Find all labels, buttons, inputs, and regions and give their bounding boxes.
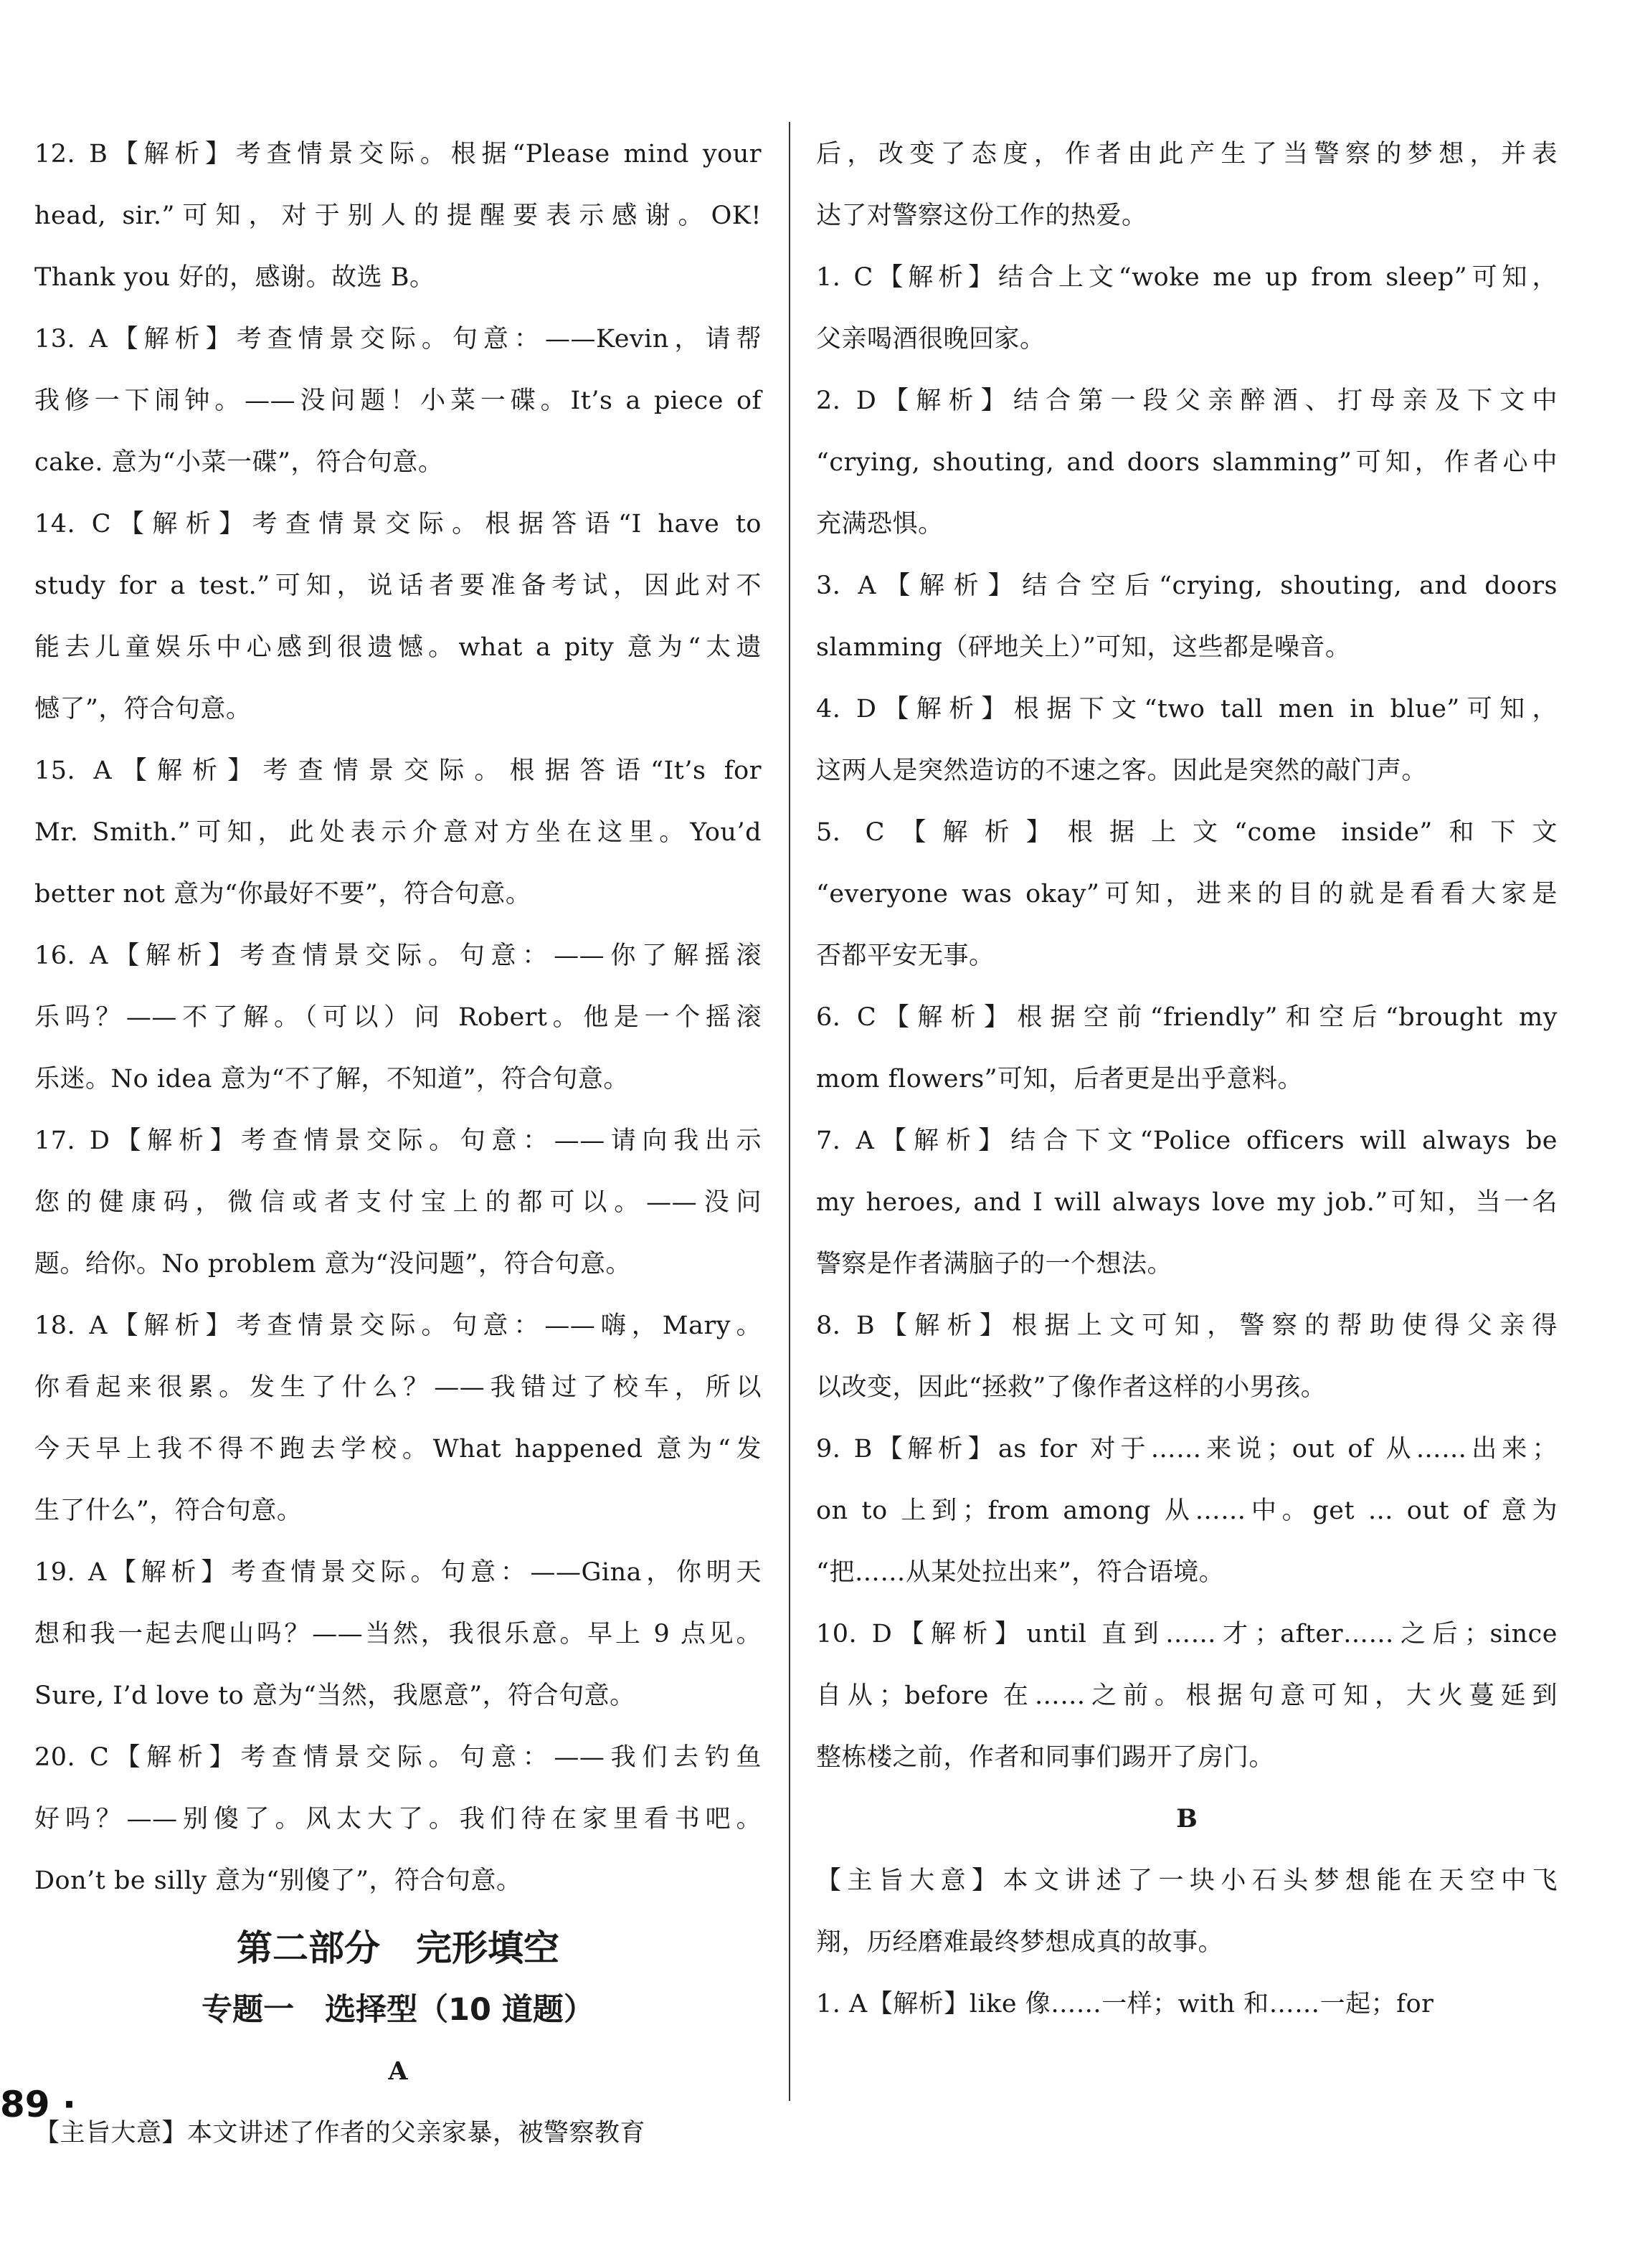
text-line: 整栋楼之前，作者和同事们踢开了房门。 xyxy=(816,1743,1275,1772)
text-line: 10. D【解析】until 直到……才；after……之后；since xyxy=(816,1620,1558,1648)
text-line: study for a test.”可知，说话者要准备考试，因此对不 xyxy=(34,571,762,600)
text-line: 翔，历经磨难最终梦想成真的故事。 xyxy=(816,1928,1224,1957)
text-line: on to 上到；from among 从……中。get ... out of 意为 xyxy=(816,1496,1558,1525)
text-line: Don’t be silly 意为“别傻了”，符合句意。 xyxy=(34,1866,522,1895)
text-line: 你看起来很累。发生了什么？——我错过了校车，所以 xyxy=(34,1373,762,1402)
text-line: 18. A【解析】考查情景交际。句意：——嗨，Mary。 xyxy=(34,1311,762,1340)
section-a-label: A xyxy=(388,2056,408,2086)
text-line: 3. A【解析】结合空后“crying, shouting, and doors xyxy=(816,571,1558,600)
text-line: Thank you 好的，感谢。故选 B。 xyxy=(34,263,435,292)
page-number: 89 · xyxy=(0,2084,76,2125)
text-line: 1. C【解析】结合上文“woke me up from sleep”可知， xyxy=(816,263,1558,292)
section-b-label: B xyxy=(1176,1804,1198,1833)
text-line: 乐迷。No idea 意为“不了解，不知道”，符合句意。 xyxy=(34,1065,629,1093)
text-line: 您的健康码，微信或者支付宝上的都可以。——没问 xyxy=(34,1188,762,1217)
text-line: Mr. Smith.”可知，此处表示介意对方坐在这里。You’d xyxy=(34,818,762,847)
text-line: 题。给你。No problem 意为“没问题”，符合句意。 xyxy=(34,1250,631,1278)
text-line: slamming（砰地关上）”可知，这些都是噪音。 xyxy=(816,633,1351,662)
text-line: 14. C【解析】考查情景交际。根据答语“I have to xyxy=(34,510,762,538)
text-line: 想和我一起去爬山吗？——当然，我很乐意。早上 9 点见。 xyxy=(34,1620,762,1648)
text-line: 17. D【解析】考查情景交际。句意：——请向我出示 xyxy=(34,1126,762,1155)
text-line: 父亲喝酒很晚回家。 xyxy=(816,325,1046,354)
text-line: 自从；before 在……之前。根据句意可知，大火蔓延到 xyxy=(816,1681,1558,1710)
text-line: 5. C【解析】根据上文“come inside”和下文 xyxy=(816,818,1558,847)
text-line: 19. A【解析】考查情景交际。句意：——Gina，你明天 xyxy=(34,1558,762,1587)
right-answer-lines xyxy=(816,123,1558,1788)
text-line: cake. 意为“小菜一碟”，符合句意。 xyxy=(34,448,444,477)
text-line: “把……从某处拉出来”，符合语境。 xyxy=(816,1558,1225,1587)
text-line: Sure, I’d love to 意为“当然，我愿意”，符合句意。 xyxy=(34,1681,635,1710)
text-line: 13. A【解析】考查情景交际。句意：——Kevin，请帮 xyxy=(34,325,762,354)
text-line: 这两人是突然造访的不速之客。因此是突然的敲门声。 xyxy=(816,756,1428,785)
text-line: 否都平安无事。 xyxy=(816,941,995,970)
text-line: 充满恐惧。 xyxy=(816,510,944,538)
text-line: my heroes, and I will always love my job.”可知，当一名 xyxy=(816,1188,1558,1217)
text-line: 6. C【解析】根据空前“friendly”和空后“brought my xyxy=(816,1003,1558,1032)
text-line: 以改变，因此“拯救”了像作者这样的小男孩。 xyxy=(816,1373,1327,1402)
text-line: 好吗？——别傻了。风太大了。我们待在家里看书吧。 xyxy=(34,1805,762,1833)
text-line: 【主旨大意】本文讲述了一块小石头梦想能在天空中飞 xyxy=(816,1866,1558,1895)
part-heading: 第二部分 完形填空 xyxy=(237,1927,559,1969)
text-line: 20. C【解析】考查情景交际。句意：——我们去钓鱼 xyxy=(34,1743,762,1772)
text-line: 今天早上我不得不跑去学校。What happened 意为“发 xyxy=(34,1435,762,1463)
left-answer-lines xyxy=(34,123,762,1912)
text-line: 7. A【解析】结合下文“Police officers will always be xyxy=(816,1126,1558,1155)
topic-heading: 专题一 选择型（10 道题） xyxy=(202,1992,594,2028)
text-line: 乐吗？——不了解。（可以）问 Robert。他是一个摇滚 xyxy=(34,1003,762,1032)
text-line: 【主旨大意】本文讲述了作者的父亲家暴，被警察教育 xyxy=(34,2119,646,2148)
text-line: 憾了”，符合句意。 xyxy=(34,695,252,723)
text-line: 4. D【解析】根据下文“two tall men in blue”可知， xyxy=(816,695,1558,723)
text-line: head, sir.”可知，对于别人的提醒要表示感谢。OK! xyxy=(34,201,762,230)
column-divider xyxy=(789,122,790,2101)
text-line: 生了什么”，符合句意。 xyxy=(34,1496,303,1525)
left-summary-lines xyxy=(34,2102,762,2164)
text-line: 能去儿童娱乐中心感到很遗憾。what a pity 意为“太遗 xyxy=(34,633,762,662)
right-summary-lines xyxy=(816,1850,1558,2035)
text-line: 2. D【解析】结合第一段父亲醉酒、打母亲及下文中 xyxy=(816,386,1558,415)
text-line: 1. A【解析】like 像……一样；with 和……一起；for xyxy=(816,1990,1434,2018)
text-line: 16. A【解析】考查情景交际。句意：——你了解摇滚 xyxy=(34,941,762,970)
text-line: 警察是作者满脑子的一个想法。 xyxy=(816,1250,1173,1278)
text-line: 后，改变了态度，作者由此产生了当警察的梦想，并表 xyxy=(816,140,1558,169)
left-column xyxy=(34,123,762,2164)
text-line: mom flowers”可知，后者更是出乎意料。 xyxy=(816,1065,1304,1093)
text-line: 9. B【解析】as for 对于……来说；out of 从……出来； xyxy=(816,1435,1558,1463)
text-line: 12. B【解析】考查情景交际。根据“Please mind your xyxy=(34,140,762,169)
right-column xyxy=(816,123,1558,2035)
text-line: 我修一下闹钟。——没问题！小菜一碟。It’s a piece of xyxy=(34,386,762,415)
text-line: “crying, shouting, and doors slamming”可知，作者心中 xyxy=(816,448,1558,477)
text-line: 15. A【解析】考查情景交际。根据答语“It’s for xyxy=(34,756,762,785)
text-line: 8. B【解析】根据上文可知，警察的帮助使得父亲得 xyxy=(816,1311,1558,1340)
text-line: better not 意为“你最好不要”，符合句意。 xyxy=(34,880,531,908)
text-line: 达了对警察这份工作的热爱。 xyxy=(816,201,1147,230)
text-line: “everyone was okay”可知，进来的目的就是看看大家是 xyxy=(816,880,1558,908)
